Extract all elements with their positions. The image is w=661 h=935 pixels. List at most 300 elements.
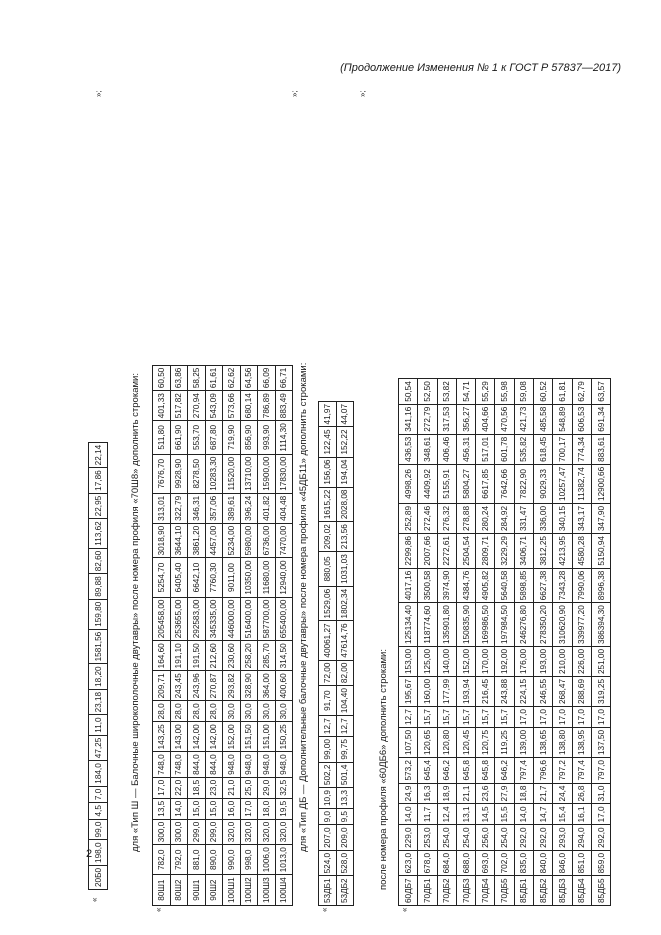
table-cell: 748,0: [153, 752, 171, 778]
table-cell: 28,0: [205, 701, 223, 722]
table-cell: 851,0: [572, 850, 591, 876]
table-row: [534, 379, 553, 906]
table-cell: 401,82: [258, 493, 276, 523]
table-cell: 6627,38: [534, 568, 553, 603]
table-cell: 299,0: [188, 819, 206, 845]
table-cell: 516400,00: [240, 597, 258, 641]
table-cell: 2504,54: [456, 534, 475, 569]
table-cell: 270,94: [188, 391, 206, 421]
table-cell: 10,9: [319, 788, 337, 809]
table-cell: 856,90: [240, 421, 258, 454]
caption-type-sh: для «Тип Ш — Балочные широкополочные двутавры» после номера профиля «70Ш8» дополнить строками:: [130, 373, 141, 852]
table-cell: 270,87: [205, 671, 223, 701]
profile-number-cell: 53ДБ1: [319, 876, 337, 906]
document-header: (Продолжение Изменения № 1 к ГОСТ Р 57837—2017): [340, 62, 621, 74]
table-cell: 13710,00: [240, 454, 258, 493]
table-cell: 99,75: [336, 737, 354, 763]
table-cell: 693,0: [476, 850, 495, 876]
table-cell: 1581,56: [89, 629, 108, 664]
table-cell: 501,4: [336, 762, 354, 788]
table-cell: 272,46: [418, 503, 437, 533]
table-cell: 470,56: [495, 404, 514, 434]
table-cell: 4,5: [89, 803, 108, 819]
table-cell: 207,0: [319, 825, 337, 851]
table-cell: 310620,90: [553, 603, 572, 647]
table-cell: 280,24: [476, 503, 495, 533]
table-cell: 251,00: [591, 646, 610, 676]
table-cell: 59,08: [514, 379, 533, 405]
table-cell: 14,0: [170, 798, 188, 819]
profile-number-cell: 70ДБ4: [476, 876, 495, 906]
table-cell: 153,00: [399, 646, 418, 676]
table-cell: 8996,38: [591, 568, 610, 603]
table-cell: 702,0: [495, 850, 514, 876]
table-cell: 322,79: [170, 493, 188, 523]
table-cell: 389,61: [223, 493, 241, 523]
table-cell: 948,0: [223, 752, 241, 778]
table-cell: 15,0: [205, 798, 223, 819]
table-cell: 796,6: [534, 758, 553, 784]
table-cell: 3974,90: [437, 568, 456, 603]
profile-number-cell: 70ДБ3: [456, 876, 475, 906]
table-cell: 284,92: [495, 503, 514, 533]
table-cell: 774,34: [572, 434, 591, 464]
table-cell: 3018,90: [153, 523, 171, 558]
table-cell: 339977,20: [572, 603, 591, 647]
table-cell: 164,60: [153, 641, 171, 671]
table-cell: 16,3: [418, 783, 437, 804]
table-row: [258, 365, 276, 905]
table-cell: 4409,92: [418, 464, 437, 503]
table-cell: 328,90: [240, 671, 258, 701]
table-cell: 883,49: [275, 391, 293, 421]
table-cell: 797,4: [514, 758, 533, 784]
table-cell: 156,06: [319, 457, 337, 487]
table-cell: 44,07: [336, 401, 354, 427]
table-cell: 3500,58: [418, 568, 437, 603]
table-cell: 528,0: [336, 850, 354, 876]
table-cell: 11,0: [89, 715, 108, 735]
table-cell: 13,5: [153, 798, 171, 819]
table-cell: 209,0: [336, 825, 354, 851]
table-cell: 25,0: [240, 777, 258, 798]
table-cell: 10283,30: [205, 454, 223, 493]
table-cell: 890,0: [205, 845, 223, 875]
table-cell: 406,46: [437, 434, 456, 464]
table-cell: 14,0: [399, 804, 418, 825]
table-cell: 18,8: [514, 783, 533, 804]
profile-number-cell: 85ДБ3: [553, 876, 572, 906]
table-cell: 357,06: [205, 493, 223, 523]
table-cell: 646,2: [437, 758, 456, 784]
table-cell: 24,4: [553, 783, 572, 804]
table-cell: 254,0: [495, 825, 514, 851]
table-cell: 18,9: [437, 783, 456, 804]
table-row: [170, 365, 188, 905]
table-cell: 1013,0: [275, 845, 293, 875]
table-cell: 61,81: [553, 379, 572, 405]
profile-number-cell: 53ДБ2: [336, 876, 354, 906]
table-cell: 9011,00: [223, 558, 241, 597]
table-cell: 30,0: [258, 701, 276, 722]
table-cell: 336,00: [534, 503, 553, 533]
table-cell: 138,65: [534, 727, 553, 757]
profile-number-cell: 60ДБ7: [399, 876, 418, 906]
table-cell: 82,00: [336, 660, 354, 686]
table-cell: 26,8: [572, 783, 591, 804]
table-cell: 587700,00: [258, 597, 276, 641]
profile-number-cell: 90Ш2: [205, 875, 223, 906]
table-cell: 2272,61: [437, 534, 456, 569]
table-cell: 139,00: [514, 727, 533, 757]
table-cell: 688,0: [456, 850, 475, 876]
table-cell: 684,0: [437, 850, 456, 876]
table-cell: 143,25: [153, 722, 171, 752]
table-cell: 177,99: [437, 677, 456, 707]
table-cell: 210,00: [553, 646, 572, 676]
table-cell: 2299,86: [399, 534, 418, 569]
table-cell: 15,4: [553, 804, 572, 825]
table-cell: 3644,10: [170, 523, 188, 558]
table-cell: 719,90: [223, 421, 241, 454]
quote-open: «: [90, 897, 99, 902]
table-cell: 21,0: [223, 777, 241, 798]
table-cell: 176,00: [514, 646, 533, 676]
table-row: [437, 379, 456, 906]
table-row: [418, 379, 437, 906]
table-cell: 19,5: [275, 798, 293, 819]
table-cell: 72,00: [319, 660, 337, 686]
table-cell: 314,50: [275, 641, 293, 671]
table-row: [153, 365, 171, 905]
table-cell: 517,82: [170, 391, 188, 421]
table-cell: 151,00: [258, 722, 276, 752]
table-cell: 678,0: [418, 850, 437, 876]
profile-number-cell: 100Ш3: [258, 875, 276, 906]
table-cell: 253655,00: [170, 597, 188, 641]
table-cell: 62,62: [223, 365, 241, 391]
table-cell: 120,65: [418, 727, 437, 757]
table-cell: 268,47: [553, 677, 572, 707]
table-cell: 152,00: [223, 722, 241, 752]
table-cell: 58,25: [188, 365, 206, 391]
table-cell: 840,0: [534, 850, 553, 876]
table-cell: 118774,60: [418, 603, 437, 647]
table-cell: 17,0: [591, 707, 610, 728]
table-cell: 17,0: [534, 707, 553, 728]
profile-number-cell: 85ДБ2: [534, 876, 553, 906]
table-cell: 193,00: [534, 646, 553, 676]
table-cell: 700,17: [553, 434, 572, 464]
table-cell: 782,0: [153, 845, 171, 875]
table-cell: 573,66: [223, 391, 241, 421]
table-cell: 142,00: [205, 722, 223, 752]
table-cell: 299,0: [205, 819, 223, 845]
profile-number-cell: 100Ш1: [223, 875, 241, 906]
table-cell: 125134,40: [399, 603, 418, 647]
table-cell: 340,15: [553, 503, 572, 533]
table-cell: 2028,08: [336, 487, 354, 522]
table-cell: 205458,00: [153, 597, 171, 641]
table-cell: 331,47: [514, 503, 533, 533]
rotated-page-content: [68, 82, 628, 912]
table-cell: 8278,50: [188, 454, 206, 493]
table-cell: 573,2: [399, 758, 418, 784]
table-cell: 7760,30: [205, 558, 223, 597]
table-cell: 192,00: [495, 646, 514, 676]
table-cell: 152,00: [456, 646, 475, 676]
table-cell: 6736,00: [258, 523, 276, 558]
table-cell: 5254,70: [153, 558, 171, 597]
table-cell: 22,0: [170, 777, 188, 798]
table-cell: 5898,85: [514, 568, 533, 603]
profile-number-cell: 85ДБ5: [591, 876, 610, 906]
table-cell: 150,25: [275, 722, 293, 752]
table-row: [188, 365, 206, 905]
table-cell: 276,32: [437, 503, 456, 533]
table-cell: 680,14: [240, 391, 258, 421]
table-cell: 645,8: [476, 758, 495, 784]
table-cell: 293,0: [553, 825, 572, 851]
table-cell: 883,61: [591, 434, 610, 464]
table-cell: 2809,71: [476, 534, 495, 569]
table-cell: 844,0: [188, 752, 206, 778]
table-cell: 292,0: [514, 825, 533, 851]
table-cell: 10350,00: [240, 558, 258, 597]
table-cell: 54,71: [456, 379, 475, 405]
table-cell: 30,0: [275, 701, 293, 722]
table-cell: 6617,85: [476, 464, 495, 503]
table-cell: 135901,80: [437, 603, 456, 647]
table-cell: 12,4: [437, 804, 456, 825]
table-cell: 99,0: [89, 819, 108, 840]
table-cell: 1114,30: [275, 421, 293, 454]
table-cell: 646,2: [495, 758, 514, 784]
table-cell: 881,0: [188, 845, 206, 875]
table-cell: 4017,16: [399, 568, 418, 603]
table-cell: 198,0: [89, 840, 108, 866]
table-cell: 1006,0: [258, 845, 276, 875]
table-cell: 22,95: [89, 493, 108, 519]
table-row: [572, 379, 591, 906]
table-cell: 623,0: [399, 850, 418, 876]
table-cell: 797,0: [591, 758, 610, 784]
table-cell: 17,0: [591, 804, 610, 825]
table-cell: 14,7: [534, 804, 553, 825]
table-cell: 292,0: [591, 825, 610, 851]
table-row: [399, 379, 418, 906]
table-row: [319, 401, 337, 905]
table-cell: 12900,66: [591, 464, 610, 503]
table-cell: 348,61: [418, 434, 437, 464]
table-cell: 140,00: [437, 646, 456, 676]
table-cell: 288,69: [572, 677, 591, 707]
table-cell: 601,78: [495, 434, 514, 464]
table-cell: 7343,28: [553, 568, 572, 603]
table-cell: 120,80: [437, 727, 456, 757]
table-cell: 212,60: [205, 641, 223, 671]
table-cell: 320,0: [258, 819, 276, 845]
table-cell: 213,56: [336, 522, 354, 552]
table-cell: 691,34: [591, 404, 610, 434]
table-cell: 4457,00: [205, 523, 223, 558]
table-cell: 396,24: [240, 493, 258, 523]
table-cell: 47,25: [89, 735, 108, 761]
table-type-sh: [152, 365, 293, 906]
table-cell: 151,50: [240, 722, 258, 752]
table-cell: 17,0: [572, 707, 591, 728]
table-cell: 21,7: [534, 783, 553, 804]
table-cell: 61,61: [205, 365, 223, 391]
table-cell: 170,00: [476, 646, 495, 676]
table-cell: 12,7: [336, 716, 354, 737]
table-cell: 243,96: [188, 671, 206, 701]
table-row: [89, 442, 108, 889]
caption-60db: после номера профиля «60ДБ6» дополнить строками:: [378, 649, 389, 890]
table-cell: 7822,90: [514, 464, 533, 503]
table-cell: 859,0: [591, 850, 610, 876]
table-cell: 835,0: [514, 850, 533, 876]
table-cell: 998,0: [240, 845, 258, 875]
table-cell: 278,88: [456, 503, 475, 533]
table-cell: 160,00: [418, 677, 437, 707]
table-cell: 169986,50: [476, 603, 495, 647]
table-cell: 55,98: [495, 379, 514, 405]
table-cell: 517,01: [476, 434, 495, 464]
table-cell: 138,95: [572, 727, 591, 757]
table-cell: 4905,82: [476, 568, 495, 603]
table-cell: 18,5: [188, 777, 206, 798]
table-row: [514, 379, 533, 906]
table-cell: 7642,66: [495, 464, 514, 503]
table-cell: 11520,00: [223, 454, 241, 493]
table-cell: 230,60: [223, 641, 241, 671]
table-cell: 341,16: [399, 404, 418, 434]
profile-number-cell: 85ДБ1: [514, 876, 533, 906]
profile-number-cell: 70ДБ2: [437, 876, 456, 906]
table-cell: 16,1: [572, 804, 591, 825]
table-cell: 104,40: [336, 686, 354, 716]
table-cell: 5980,00: [240, 523, 258, 558]
table-cell: 645,4: [418, 758, 437, 784]
table-cell: 300,0: [153, 819, 171, 845]
table-cell: 15,7: [476, 707, 495, 728]
table-cell: 21,1: [456, 783, 475, 804]
table-cell: 456,31: [456, 434, 475, 464]
table-cell: 10257,47: [553, 464, 572, 503]
table-cell: 786,89: [258, 391, 276, 421]
table-cell: 2007,66: [418, 534, 437, 569]
table-cell: 60,50: [153, 365, 171, 391]
table-cell: 29,0: [258, 777, 276, 798]
table-cell: 7470,00: [275, 523, 293, 558]
table-cell: 209,02: [319, 522, 337, 552]
profile-number-cell: 100Ш4: [275, 875, 293, 906]
table-cell: 138,80: [553, 727, 572, 757]
table-cell: 948,0: [275, 752, 293, 778]
table-cell: 1529,06: [319, 586, 337, 621]
quote-close: »;: [290, 90, 299, 97]
table-cell: 502,2: [319, 762, 337, 788]
table-cell: 524,0: [319, 850, 337, 876]
table-cell: 18,20: [89, 664, 108, 690]
table-cell: 30,0: [223, 701, 241, 722]
table-cell: 346,31: [188, 493, 206, 523]
table-cell: 30,0: [240, 701, 258, 722]
table-cell: 243,45: [170, 671, 188, 701]
table-cell: 99,00: [319, 737, 337, 763]
table-cell: 645,8: [456, 758, 475, 784]
profile-number-cell: 90Ш1: [188, 875, 206, 906]
table-cell: 66,09: [258, 365, 276, 391]
table-cell: 137,50: [591, 727, 610, 757]
table-cell: 1031,03: [336, 552, 354, 587]
table-cell: 243,88: [495, 677, 514, 707]
table-cell: 3229,29: [495, 534, 514, 569]
table-cell: 1802,34: [336, 586, 354, 621]
table-cell: 4213,95: [553, 534, 572, 569]
table-cell: 278350,20: [534, 603, 553, 647]
table-cell: 3406,71: [514, 534, 533, 569]
caption-type-db: для «Тип ДБ — Дополнительные балочные двутавры» после номера профиля «45ДБ11» дополнить строками:: [298, 362, 309, 852]
table-cell: 22,14: [89, 442, 108, 468]
table-cell: 18,0: [258, 798, 276, 819]
table-cell: 143,00: [170, 722, 188, 752]
table-cell: 797,4: [572, 758, 591, 784]
table-type-db: [318, 401, 354, 906]
table-cell: 655400,00: [275, 597, 293, 641]
table-cell: 5234,00: [223, 523, 241, 558]
table-cell: 47614,76: [336, 621, 354, 660]
table-cell: 294,0: [572, 825, 591, 851]
table-cell: 142,00: [188, 722, 206, 752]
table-cell: 40061,27: [319, 621, 337, 660]
table-cell: 15,7: [456, 707, 475, 728]
table-cell: 17,0: [553, 707, 572, 728]
table-cell: 15,7: [418, 707, 437, 728]
table-row: [240, 365, 258, 905]
table-row: [205, 365, 223, 905]
table-cell: 12,7: [319, 716, 337, 737]
table-cell: 252,89: [399, 503, 418, 533]
table-cell: 5150,94: [591, 534, 610, 569]
table-cell: 846,0: [553, 850, 572, 876]
table-cell: 52,50: [418, 379, 437, 405]
table-cell: 15,7: [437, 707, 456, 728]
table-cell: 6405,40: [170, 558, 188, 597]
table-cell: 7676,70: [153, 454, 171, 493]
table-row: [336, 401, 354, 905]
table-cell: 23,18: [89, 689, 108, 715]
table-cell: 4998,26: [399, 464, 418, 503]
table-cell: 3812,25: [534, 534, 553, 569]
table-cell: 150835,90: [456, 603, 475, 647]
table-cell: 14,5: [476, 804, 495, 825]
table-cell: 797,2: [553, 758, 572, 784]
table-cell: 300,0: [170, 819, 188, 845]
table-cell: 948,0: [258, 752, 276, 778]
table-cell: 66,71: [275, 365, 293, 391]
table-cell: 28,0: [188, 701, 206, 722]
table-cell: 50,54: [399, 379, 418, 405]
table-cell: 401,33: [153, 391, 171, 421]
profile-number-cell: 100Ш2: [240, 875, 258, 906]
table-cell: 216,45: [476, 677, 495, 707]
table-cell: 258,20: [240, 641, 258, 671]
table-cell: 880,05: [319, 552, 337, 587]
table-cell: 27,9: [495, 783, 514, 804]
table-cell: 152,22: [336, 427, 354, 457]
